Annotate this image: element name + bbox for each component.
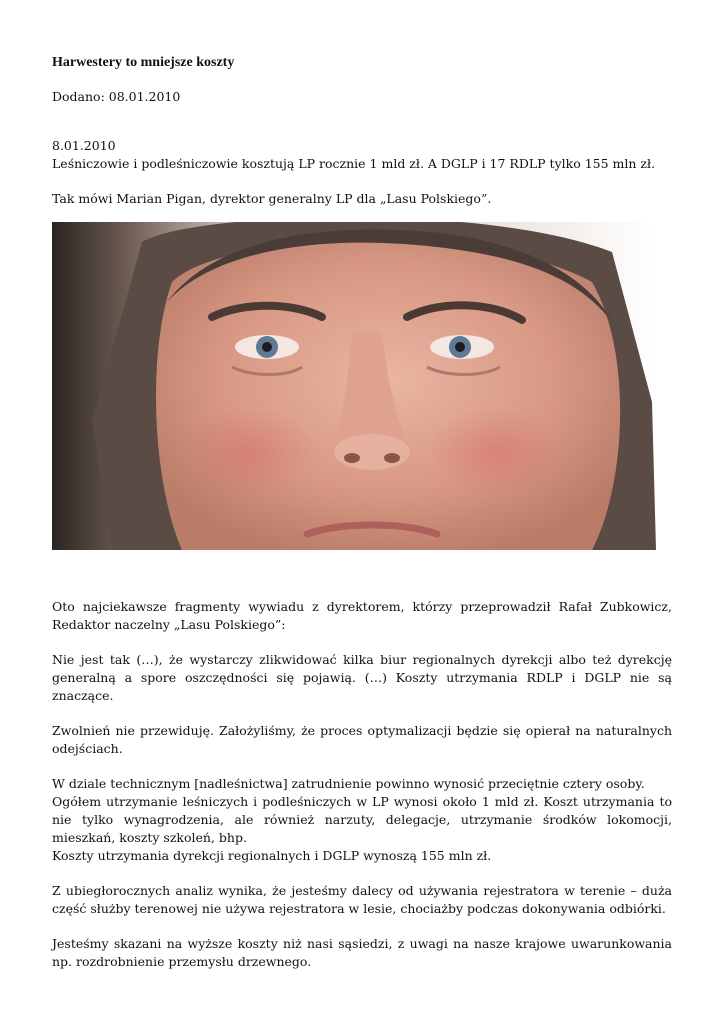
article-title: Harwestery to mniejsze koszty bbox=[52, 55, 235, 70]
date-added: Dodano: 08.01.2010 bbox=[52, 89, 181, 104]
paragraph-quote-3c: Koszty utrzymania dyrekcji regionalnych i DGLP wynoszą 155 mln zł. bbox=[52, 848, 492, 863]
paragraph-quote-4: Z ubiegłorocznych analiz wynika, że jesteśmy dalecy od używania rejestratora w terenie – duża część służby terenowej nie używa rejestratora w lesie, chociażby podczas dokonywania odbiórki. bbox=[52, 883, 672, 916]
portrait-illustration bbox=[52, 222, 656, 550]
paragraph-quote-2: Zwolnień nie przewiduję. Założyliśmy, że proces optymalizacji będzie się opierał na naturalnych odejściach. bbox=[52, 723, 672, 756]
paragraph-quote-3b: Ogółem utrzymanie leśniczych i podleśniczych w LP wynosi około 1 mld zł. Koszt utrzymania to nie tylko wynagrodzenia, ale również narzuty, delegacje, utrzymanie środków lokomocji, mieszkań, koszty szkoleń, bhp. bbox=[52, 794, 672, 845]
article-date: 8.01.2010 bbox=[52, 138, 116, 153]
paragraph-quote-5: Jesteśmy skazani na wyższe koszty niż nasi sąsiedzi, z uwagi na nasze krajowe uwarunkowania np. rozdrobnienie przemysłu drzewnego. bbox=[52, 936, 672, 969]
article-body bbox=[52, 598, 672, 988]
article-lead: Leśniczowie i podleśniczowie kosztują LP rocznie 1 mld zł. A DGLP i 17 RDLP tylko 155 mln zł. bbox=[52, 156, 656, 171]
quote-intro: Tak mówi Marian Pigan, dyrektor generalny LP dla „Lasu Polskiego”. bbox=[52, 191, 492, 206]
paragraph-quote-1: Nie jest tak (…), że wystarczy zlikwidować kilka biur regionalnych dyrekcji albo też dyrekcję generalną a spore oszczędności się pojawią. (…) Koszty utrzymania RDLP i DGLP nie są znaczące. bbox=[52, 652, 672, 703]
paragraph-intro: Oto najciekawsze fragmenty wywiadu z dyrektorem, którzy przeprowadził Rafał Zubkowicz, Redaktor naczelny „Lasu Polskiego”: bbox=[52, 599, 672, 632]
portrait-photo bbox=[52, 222, 656, 550]
paragraph-quote-3a: W dziale technicznym [nadleśnictwa] zatrudnienie powinno wynosić przeciętnie cztery osoby. bbox=[52, 776, 645, 791]
